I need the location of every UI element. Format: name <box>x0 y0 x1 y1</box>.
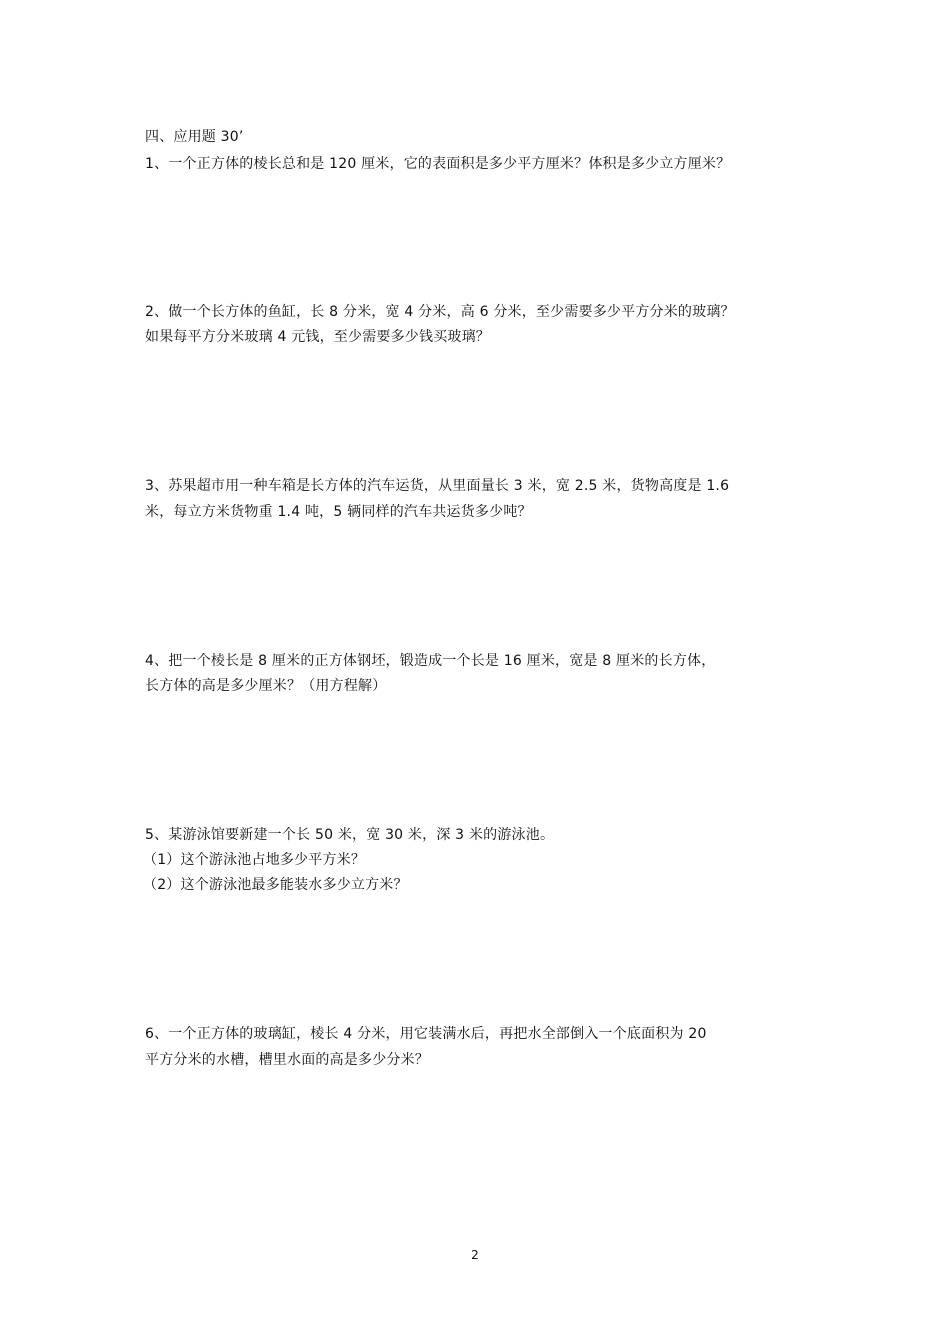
question-3-line-1: 3、苏果超市用一种车箱是长方体的汽车运货，从里面量长 3 米，宽 2.5 米，货物高度是 1.6 <box>145 478 730 494</box>
question-4-line-2: 长方体的高是多少厘米？（用方程解） <box>145 678 387 694</box>
question-2-line-1: 2、做一个长方体的鱼缸，长 8 分米，宽 4 分米，高 6 分米，至少需要多少平方分米的玻璃？ <box>145 304 735 320</box>
question-2-line-2: 如果每平方分米玻璃 4 元钱，至少需要多少钱买玻璃？ <box>145 329 491 345</box>
question-5-line-1: 5、某游泳馆要新建一个长 50 米，宽 30 米，深 3 米的游泳池。 <box>145 827 555 843</box>
question-5-subquestion-1: （1）这个游泳池占地多少平方米？ <box>143 852 366 868</box>
question-3-line-2: 米，每立方米货物重 1.4 吨，5 辆同样的汽车共运货多少吨？ <box>145 504 532 520</box>
question-4-line-1: 4、把一个棱长是 8 厘米的正方体钢坯，锻造成一个长是 16 厘米，宽是 8 厘米的长方体， <box>145 653 716 669</box>
question-6-line-1: 6、一个正方体的玻璃缸，棱长 4 分米，用它装满水后，再把水全部倒入一个底面积为 20 <box>145 1026 707 1042</box>
question-5-subquestion-2: （2）这个游泳池最多能装水多少立方米？ <box>143 877 408 893</box>
question-6-line-2: 平方分米的水槽，槽里水面的高是多少分米？ <box>145 1052 429 1068</box>
page-number: 2 <box>471 1248 479 1262</box>
section-title: 四、应用题 30’ <box>145 129 244 145</box>
question-1-line-1: 1、一个正方体的棱长总和是 120 厘米，它的表面积是多少平方厘米？体积是多少立方厘米？ <box>145 156 731 172</box>
